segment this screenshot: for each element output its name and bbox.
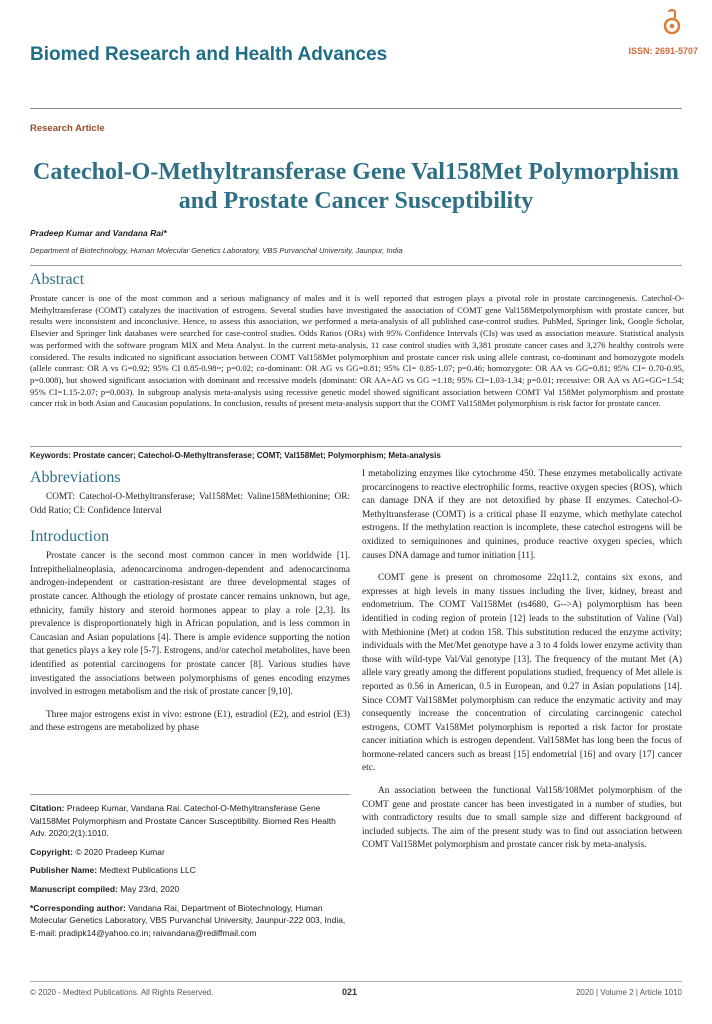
header-divider xyxy=(30,108,682,109)
article-type: Research Article xyxy=(30,123,105,134)
right-column xyxy=(362,468,682,862)
left-column xyxy=(30,468,350,745)
publisher: Publisher Name: Medtext Publications LLC xyxy=(30,865,196,876)
citation: Citation: Pradeep Kumar, Vandana Rai. Catechol-O-Methyltransferase Gene Val158Met Polymorphism and Prostate Cancer Susceptibility. Biomed Res Health Adv. 2020;2(1):1010. xyxy=(30,803,336,839)
corresponding-author: *Corresponding author: Vandana Rai, Department of Biotechnology, Human Molecular Genetics Laboratory, VBS Purvanchal University, Jaunpur-222 003, India, E-mail: pradipk14@yahoo.co.in; raivandana@rediffmail.com xyxy=(30,902,346,938)
abstract-heading: Abstract xyxy=(30,271,85,288)
introduction-heading: Introduction xyxy=(30,528,110,546)
keywords: Keywords: Prostate cancer; Catechol-O-Methyltransferase; COMT; Val158Met; Polymorphism; Meta-analysis xyxy=(30,451,441,460)
abbreviations-text: COMT: Catechol-O-Methyltransferase; Val158Met: Valine158Methionine; OR: Odd Ratio; CI: Confidence Interval xyxy=(30,492,350,516)
intro-paragraph-1: Prostate cancer is the second most common cancer in men worldwide [1]. Intrepithelialneoplasia, adenocarcinoma androgen-dependent and adenocarcinoma androgen-independent or castration-resistant are three developmental stages of prostate cancer. Although the etiology of prostate cancer remains unknown, but age, ethnicity, family history and steroid hormones appear to play a role [2,3]. Its prevalence is disproportionately high in African population, and is less common in Caucasian and Asian populations [4]. There is ample evidence supporting the notion that genetics plays a key role [5-7]. Estrogens, and/or catechol metabolites, have been identified as potential carcinogens for prostate cancer [8]. Various studies have investigated the associations between polymorphisms of genes encoding enzymes involved in estrogen metabolism and the risk of prostate cancer [9,10]. xyxy=(30,551,350,698)
footer-divider xyxy=(30,981,682,982)
manuscript-date: Manuscript compiled: May 23rd, 2020 xyxy=(30,883,180,894)
abbreviations-heading: Abbreviations xyxy=(30,469,121,486)
right-paragraph-1: I metabolizing enzymes like cytochrome 450. These enzymes metabolically activate procarcinogens to reactive electrophilic forms, reactive oxygen species (ROS), which can damage DNA if they are not detoxified by phase II enzymes. Catechol-O-Methyltransferase (COMT) is a critical phase II enzyme, which methylate catechol estrogens. If the methylation reaction is incomplete, these catechol estrogens will be oxidized to semiquinones and quinines, produce reactive oxygen species, which causes DNA damage and tumor initiation [11]. xyxy=(362,469,682,561)
issn: ISSN: 2691-5707 xyxy=(628,46,698,56)
article-title: Catechol-O-Methyltransferase Gene Val158Met Polymorphism and Prostate Cancer Susceptibility xyxy=(33,159,679,214)
right-paragraph-2: COMT gene is present on chromosome 22q11.2, contains six exons, and expresses at high levels in many tissues including the liver, kidney, breast and endometrium. The COMT Val158Met (rs4680, G-->A) polymorphism has been identified in coding region of protein [12] leads to the substitution of Valine (Val) with Methionine (Met) at codon 158. This substitution reduced the enzyme activity; individuals with the Met/Met genotype have a 3 to 4 folds lower enzyme activity than those with wild-type Val/Val genotype [13]. The frequency of the mutant Met (A) allele vary greatly among the different populations studied, frequency of Met allele is reported as 0.56 in American, 0.5 in European, and 0.27 in Asian populations [14]. Since COMT Val158Met polymorphism can reduce the enzymatic activity and may consequently increase the concentration of circulating carcinogenic catechol estrogens, COMT Va158Met polymorphism is reported a risk factor for prostate cancer initiation which is estrogen dependent. Val158Met has long been the focus of hormone-related cancers such as breast [15] endometrial [16] and ovary [17] cancer etc. xyxy=(362,573,682,774)
open-access-icon xyxy=(660,8,684,36)
affiliation: Department of Biotechnology, Human Molecular Genetics Laboratory, VBS Purvanchal University, Jaunpur, India xyxy=(30,246,403,255)
journal-name: Biomed Research and Health Advances xyxy=(30,44,388,65)
abstract-bottom-divider xyxy=(30,446,682,447)
right-paragraph-3: An association between the functional Val158/108Met polymorphism of the COMT gene and prostate cancer has been investigated in a number of studies, but with contradictory results due to small sample size and different background of included subjects. The aim of the present study was to find out association between COMT Val158Met polymorphism and prostate cancer risk by meta-analysis. xyxy=(362,786,682,851)
footer-volume: 2020 | Volume 2 | Article 1010 xyxy=(575,988,682,997)
footer-copyright: © 2020 - Medtext Publications. All Rights Reserved. xyxy=(30,988,214,997)
abstract-top-divider xyxy=(30,265,682,266)
info-divider xyxy=(30,794,350,795)
copyright: Copyright: © 2020 Pradeep Kumar xyxy=(30,846,165,857)
intro-paragraph-2: Three major estrogens exist in vivo: estrone (E1), estradiol (E2), and estriol (E3) and these estrogens are metabolized by phase xyxy=(30,709,350,734)
article-info-box xyxy=(30,802,350,945)
authors: Pradeep Kumar and Vandana Rai* xyxy=(30,228,167,238)
abstract-text: Prostate cancer is one of the most common and a serious malignancy of males and it is well reported that estrogen plays a pivotal role in prostate carcinogenesis. Catechol-O-Methyltransferase (COMT) catalyzes the inactivation of estrogens. Several studies have investigated the association of COMT gene Val158Metpolymorphism with prostate cancer, but results were inconsistent and inconclusive. Hence, to assess this association, we performed a meta-analysis of all published case-control studies. PubMed, Springer link, Google Scholar, Elsevier and Springer link databases were searched for case-control studies. Odds Ratios (ORs) with 95% Confidence Intervals (CIs) was used as association measure. Statistical analysis was performed with the software program MIX and Meta Analyst. In the current meta-analysis, 11 case control studies with 3,381 prostate cancer cases and 3,276 healthy controls were considered. The results indicated no significant association between COMT Val158Met polymorphism and prostate cancer risk using allele contrast, co-dominant and homozygote models (allele contrast: OR A vs G=0.92; 95% CI 0.85-0.98=; p=0.02; co-dominant: OR AG vs GG=0.81; 95% CI= 0.85-1.07; p=0.46; homozygote: OR AA vs GG=0.81; 95% CI= 0.70-0.95, p=0.008), but showed significant association with dominant and recessive models (dominant: OR AA+AG vs GG =1.18; 95% CI=1.03-1.34; p=0.01; recessive: OR AA vs AG+GG=1.54; 95% CI=1.15-2.07; p=0.003). In subgroup analysis meta-analysis using recessive genetic model showed significant association between COMT Val 158Met polymorphism and prostate cancer risk in both Asian and Caucasian populations. In conclusion, results of present meta-analysis support that the COMT Val158Met polymorphism is risk factor for prostate cancer. xyxy=(30,293,684,409)
page-number: 021 xyxy=(342,987,358,997)
